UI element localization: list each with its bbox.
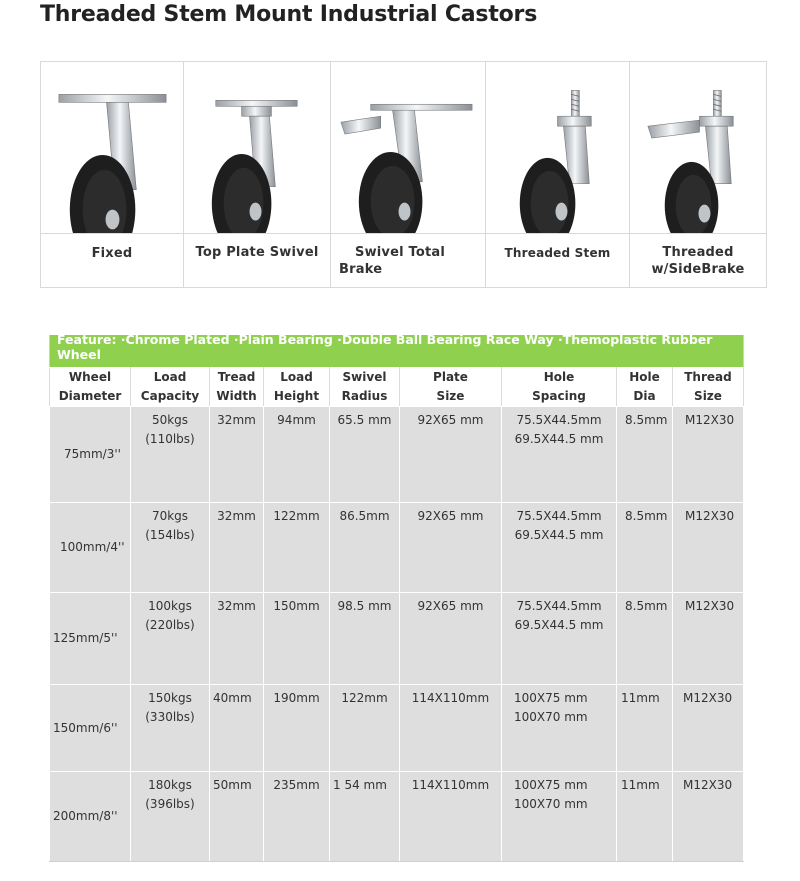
swivel-brake-castor-icon <box>331 62 485 233</box>
cell-diameter: 150mm/6'' <box>50 685 131 772</box>
cell-load-height: 94mm <box>264 407 330 503</box>
cell-tread-width: 50mm <box>210 772 264 862</box>
cell-plate-size: 92X65 mm <box>400 503 502 593</box>
feature-banner: Feature: ·Chrome Plated ·Plain Bearing ·Double Ball Bearing Race Way ·Themoplastic Rubber Wheel <box>50 335 744 368</box>
header-plate-size: Plate Size <box>400 368 502 407</box>
gallery-caption-threaded-stem: Threaded Stem <box>486 234 630 288</box>
gallery-caption-threaded-side-brake: Threaded w/SideBrake <box>630 234 767 288</box>
cell-load-height: 150mm <box>264 593 330 685</box>
gallery-caption-fixed: Fixed <box>41 234 184 288</box>
header-swivel-radius: Swivel Radius <box>330 368 400 407</box>
cell-tread-width: 32mm <box>210 503 264 593</box>
cell-hole-spacing: 75.5X44.5mm 69.5X44.5 mm <box>502 593 617 685</box>
cell-thread-size: M12X30 <box>673 503 744 593</box>
gallery-caption-swivel-total-brake: Swivel Total Brake <box>331 234 486 288</box>
cell-hole-dia: 11mm <box>617 772 673 862</box>
cell-plate-size: 114X110mm <box>400 685 502 772</box>
header-thread-size: Thread Size <box>673 368 744 407</box>
cell-plate-size: 114X110mm <box>400 772 502 862</box>
cell-tread-width: 32mm <box>210 407 264 503</box>
cell-hole-dia: 8.5mm <box>617 593 673 685</box>
cell-thread-size: M12X30 <box>673 407 744 503</box>
cell-load-height: 190mm <box>264 685 330 772</box>
spec-header-row <box>50 368 744 407</box>
gallery-image-swivel-total-brake[interactable] <box>331 62 486 234</box>
header-wheel-diameter: Wheel Diameter <box>50 368 131 407</box>
table-row <box>50 593 744 685</box>
page-title: Threaded Stem Mount Industrial Castors <box>40 2 538 27</box>
cell-swivel-radius: 86.5mm <box>330 503 400 593</box>
cell-swivel-radius: 65.5 mm <box>330 407 400 503</box>
cell-hole-dia: 11mm <box>617 685 673 772</box>
cell-diameter: 100mm/4'' <box>50 503 131 593</box>
cell-diameter: 125mm/5'' <box>50 593 131 685</box>
cell-swivel-radius: 98.5 mm <box>330 593 400 685</box>
cell-swivel-radius: 122mm <box>330 685 400 772</box>
cell-thread-size: M12X30 <box>673 685 744 772</box>
cell-hole-spacing: 100X75 mm 100X70 mm <box>502 685 617 772</box>
swivel-castor-icon <box>184 62 330 233</box>
gallery-image-threaded-side-brake[interactable] <box>630 62 767 234</box>
cell-load-height: 122mm <box>264 503 330 593</box>
castor-type-gallery <box>40 61 767 288</box>
gallery-image-top-plate-swivel[interactable] <box>184 62 331 234</box>
cell-thread-size: M12X30 <box>673 593 744 685</box>
cell-load-capacity: 180kgs (396lbs) <box>131 772 210 862</box>
cell-diameter: 200mm/8'' <box>50 772 131 862</box>
table-row <box>50 407 744 503</box>
cell-tread-width: 40mm <box>210 685 264 772</box>
gallery-caption-top-plate-swivel: Top Plate Swivel <box>184 234 331 288</box>
header-load-capacity: Load Capacity <box>131 368 210 407</box>
cell-thread-size: M12X30 <box>673 772 744 862</box>
cell-diameter: 75mm/3'' <box>50 407 131 503</box>
table-row <box>50 772 744 862</box>
fixed-castor-icon <box>41 62 183 233</box>
cell-hole-spacing: 75.5X44.5mm 69.5X44.5 mm <box>502 503 617 593</box>
cell-load-capacity: 150kgs (330lbs) <box>131 685 210 772</box>
cell-plate-size: 92X65 mm <box>400 593 502 685</box>
spec-table <box>49 332 744 862</box>
header-hole-dia: Hole Dia <box>617 368 673 407</box>
threaded-stem-castor-icon <box>486 62 629 233</box>
cell-load-capacity: 70kgs (154lbs) <box>131 503 210 593</box>
header-load-height: Load Height <box>264 368 330 407</box>
table-row <box>50 685 744 772</box>
cell-plate-size: 92X65 mm <box>400 407 502 503</box>
cell-tread-width: 32mm <box>210 593 264 685</box>
table-row <box>50 503 744 593</box>
cell-hole-spacing: 100X75 mm 100X70 mm <box>502 772 617 862</box>
header-tread-width: Tread Width <box>210 368 264 407</box>
header-hole-spacing: Hole Spacing <box>502 368 617 407</box>
cell-swivel-radius: 1 54 mm <box>330 772 400 862</box>
cell-hole-spacing: 75.5X44.5mm 69.5X44.5 mm <box>502 407 617 503</box>
gallery-image-fixed[interactable] <box>41 62 184 234</box>
cell-load-height: 235mm <box>264 772 330 862</box>
threaded-side-brake-castor-icon <box>630 62 766 233</box>
cell-load-capacity: 100kgs (220lbs) <box>131 593 210 685</box>
cell-hole-dia: 8.5mm <box>617 503 673 593</box>
cell-load-capacity: 50kgs (110lbs) <box>131 407 210 503</box>
cell-hole-dia: 8.5mm <box>617 407 673 503</box>
gallery-image-threaded-stem[interactable] <box>486 62 630 234</box>
